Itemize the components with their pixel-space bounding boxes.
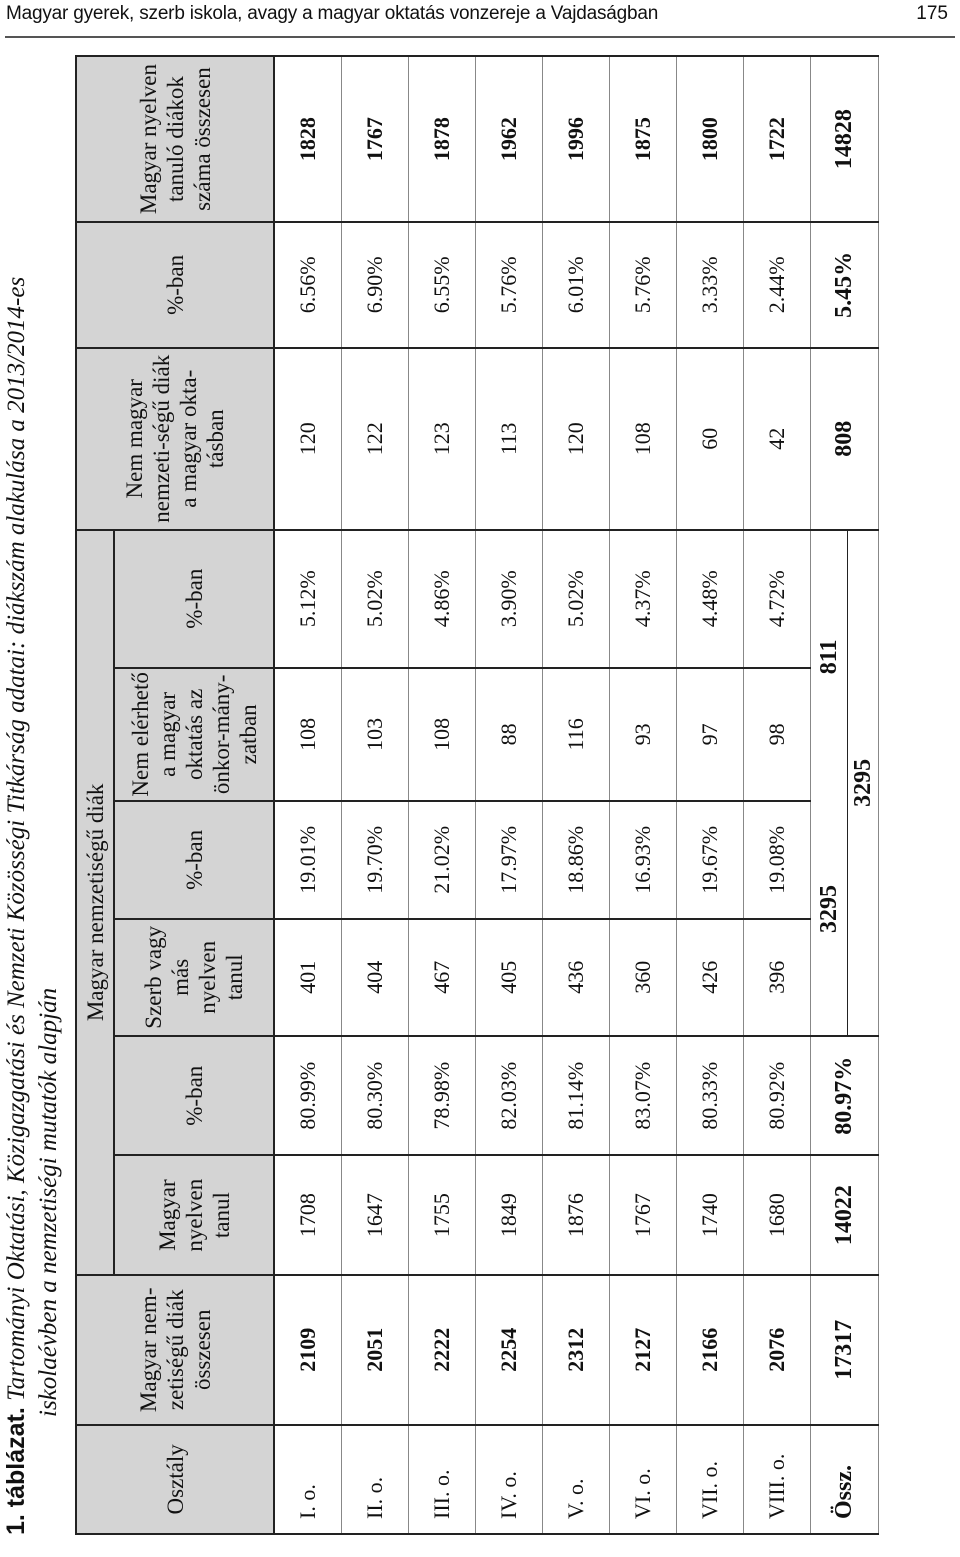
total-combined: 3295 (850, 758, 876, 807)
cell-na: 98 (744, 668, 811, 802)
cell-hu: 1767 (610, 1155, 677, 1274)
header-non-hu: Nem magyar nemzeti-ségű diák a magyar okta-tásban (76, 348, 274, 530)
cell-nonhu-pct: 6.01% (543, 222, 610, 348)
total-cell-hu-pct: 80.97% (811, 1036, 879, 1155)
cell-serb-pct: 19.01% (274, 801, 342, 918)
table-row (476, 56, 543, 1534)
cell-nonhu-pct: 6.56% (274, 222, 342, 348)
cell-nonhu-pct: 3.33% (677, 222, 744, 348)
header-pct4: %-ban (76, 222, 274, 348)
cell-total: 2312 (543, 1275, 610, 1425)
cell-serb-pct: 21.02% (409, 801, 476, 918)
total-serb: 3295 (815, 884, 842, 933)
total-cell-all: 14828 (811, 56, 879, 222)
cell-na: 108 (409, 668, 476, 802)
cell-hu-pct: 83.07% (610, 1036, 677, 1155)
total-cell-hu: 14022 (811, 1155, 879, 1274)
total-row (811, 56, 879, 1534)
table-row (677, 56, 744, 1534)
cell-serb: 467 (409, 919, 476, 1036)
cell-serb-pct: 18.86% (543, 801, 610, 918)
cell-hu: 1740 (677, 1155, 744, 1274)
cell-hu-pct: 80.30% (342, 1036, 409, 1155)
cell-serb-pct: 19.70% (342, 801, 409, 918)
cell-nonhu: 60 (677, 348, 744, 530)
cell-all: 1962 (476, 56, 543, 222)
cell-nonhu: 108 (610, 348, 677, 530)
rotated-table-area (0, 45, 945, 1545)
header-group-hu-ethnic: Magyar nemzetiségű diák (76, 530, 114, 1275)
cell-na: 97 (677, 668, 744, 802)
cell-nonhu-pct: 6.90% (342, 222, 409, 348)
cell-hu-pct: 80.92% (744, 1036, 811, 1155)
cell-class: VIII. o. (744, 1425, 811, 1534)
cell-hu: 1755 (409, 1155, 476, 1274)
cell-na: 93 (610, 668, 677, 802)
header-rule (5, 36, 955, 38)
cell-hu: 1876 (543, 1155, 610, 1274)
cell-nonhu: 122 (342, 348, 409, 530)
cell-na-pct: 4.37% (610, 530, 677, 668)
cell-na-pct: 5.12% (274, 530, 342, 668)
total-cell-class: Össz. (811, 1425, 879, 1534)
cell-na: 88 (476, 668, 543, 802)
cell-nonhu: 123 (409, 348, 476, 530)
table-row (744, 56, 811, 1534)
cell-total: 2127 (610, 1275, 677, 1425)
cell-serb-pct: 16.93% (610, 801, 677, 918)
cell-all: 1767 (342, 56, 409, 222)
header-pct2: %-ban (114, 801, 274, 918)
cell-all: 1996 (543, 56, 610, 222)
cell-serb: 396 (744, 919, 811, 1036)
cell-all: 1828 (274, 56, 342, 222)
cell-hu: 1647 (342, 1155, 409, 1274)
cell-serb: 360 (610, 919, 677, 1036)
cell-serb-pct: 19.08% (744, 801, 811, 918)
cell-class: III. o. (409, 1425, 476, 1534)
cell-total: 2222 (409, 1275, 476, 1425)
cell-total: 2109 (274, 1275, 342, 1425)
table-row (543, 56, 610, 1534)
total-not-available: 811 (815, 639, 842, 675)
cell-serb-pct: 19.67% (677, 801, 744, 918)
cell-serb: 405 (476, 919, 543, 1036)
total-cell-nonhu-pct: 5.45% (811, 222, 879, 348)
cell-nonhu: 42 (744, 348, 811, 530)
cell-serb: 401 (274, 919, 342, 1036)
total-cell-total: 17317 (811, 1275, 879, 1425)
table-row (342, 56, 409, 1534)
cell-class: VI. o. (610, 1425, 677, 1534)
cell-nonhu-pct: 2.44% (744, 222, 811, 348)
cell-na-pct: 3.90% (476, 530, 543, 668)
cell-na-pct: 4.86% (409, 530, 476, 668)
cell-serb: 426 (677, 919, 744, 1036)
cell-hu-pct: 82.03% (476, 1036, 543, 1155)
cell-hu-pct: 81.14% (543, 1036, 610, 1155)
table-row (274, 56, 342, 1534)
running-title: Magyar gyerek, szerb iskola, avagy a magyar oktatás vonzereje a Vajdaságban (6, 3, 659, 24)
cell-hu-pct: 80.99% (274, 1036, 342, 1155)
caption-label: 1. táblázat. (2, 1407, 30, 1535)
cell-all: 1875 (610, 56, 677, 222)
cell-class: IV. o. (476, 1425, 543, 1534)
header-class: Osztály (76, 1425, 274, 1534)
caption-line1: Tartományi Oktatási, Közigazgatási és Nemzeti Közösségi Titkárság adatai: diákszám alakulása a 2013/2014-es (3, 276, 30, 1401)
cell-hu: 1680 (744, 1155, 811, 1274)
cell-nonhu-pct: 6.55% (409, 222, 476, 348)
cell-total: 2166 (677, 1275, 744, 1425)
cell-class: V. o. (543, 1425, 610, 1534)
header-total-hu-ethnic: Magyar nem-zetiségű diák összesen (76, 1275, 274, 1425)
cell-total: 2076 (744, 1275, 811, 1425)
page-number: 175 (916, 3, 948, 24)
total-cell-combined (811, 530, 879, 1036)
cell-nonhu: 120 (274, 348, 342, 530)
cell-hu-pct: 80.33% (677, 1036, 744, 1155)
cell-total: 2051 (342, 1275, 409, 1425)
total-cell-nonhu: 808 (811, 348, 879, 530)
cell-class: I. o. (274, 1425, 342, 1534)
cell-class: II. o. (342, 1425, 409, 1534)
cell-serb: 436 (543, 919, 610, 1036)
table-row (610, 56, 677, 1534)
header-pct3: %-ban (114, 530, 274, 668)
caption-line2: iskolaévben a nemzetiségi mutatók alapján (35, 987, 62, 1417)
cell-all: 1878 (409, 56, 476, 222)
cell-na: 108 (274, 668, 342, 802)
cell-hu: 1849 (476, 1155, 543, 1274)
cell-na: 103 (342, 668, 409, 802)
cell-nonhu: 113 (476, 348, 543, 530)
header-total-hu-lang: Magyar nyelven tanuló diákok száma összesen (76, 56, 274, 222)
header-pct1: %-ban (114, 1036, 274, 1155)
table-caption (0, 55, 65, 1535)
table-body (274, 56, 879, 1534)
cell-serb: 404 (342, 919, 409, 1036)
cell-na-pct: 5.02% (342, 530, 409, 668)
cell-all: 1800 (677, 56, 744, 222)
running-header (0, 0, 960, 40)
cell-na: 116 (543, 668, 610, 802)
cell-na-pct: 5.02% (543, 530, 610, 668)
data-table (75, 55, 879, 1535)
table-row (409, 56, 476, 1534)
cell-nonhu-pct: 5.76% (610, 222, 677, 348)
cell-total: 2254 (476, 1275, 543, 1425)
header-serb-lang: Szerb vagy más nyelven tanul (114, 919, 274, 1036)
cell-all: 1722 (744, 56, 811, 222)
cell-hu: 1708 (274, 1155, 342, 1274)
header-hu-lang: Magyar nyelven tanul (114, 1155, 274, 1274)
header-not-available: Nem elérhető a magyar oktatás az önkor-mány-zatban (114, 668, 274, 802)
cell-serb-pct: 17.97% (476, 801, 543, 918)
cell-nonhu: 120 (543, 348, 610, 530)
cell-na-pct: 4.48% (677, 530, 744, 668)
cell-nonhu-pct: 5.76% (476, 222, 543, 348)
cell-na-pct: 4.72% (744, 530, 811, 668)
cell-class: VII. o. (677, 1425, 744, 1534)
cell-hu-pct: 78.98% (409, 1036, 476, 1155)
